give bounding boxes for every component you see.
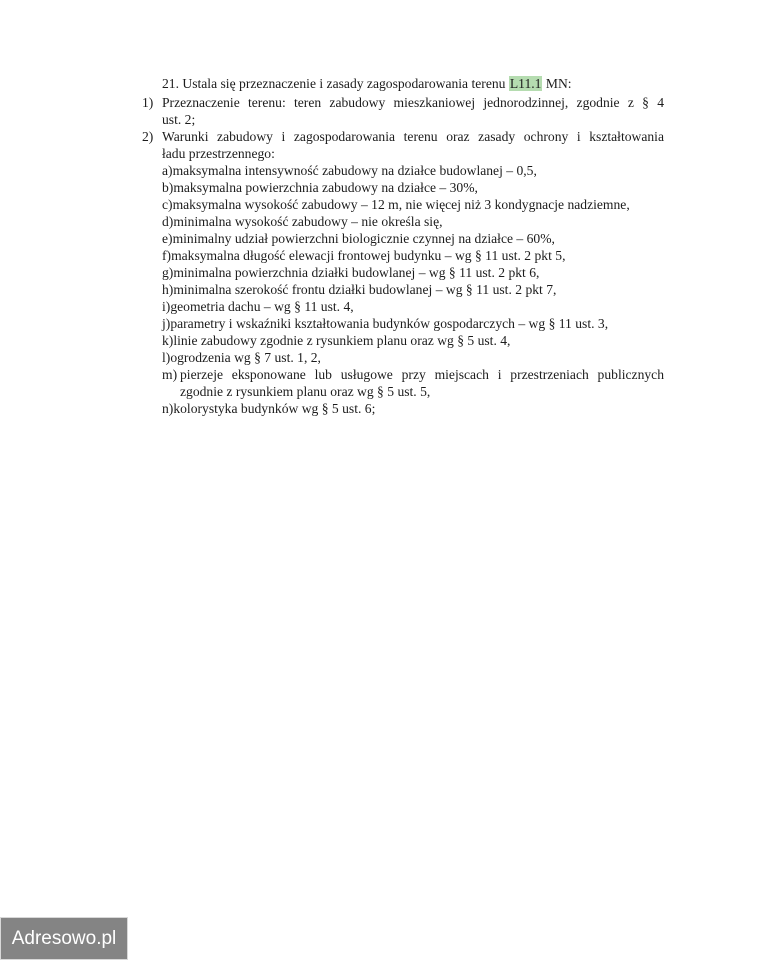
item-2-number: 2)	[142, 129, 154, 144]
list-marker: i)	[162, 299, 171, 314]
list-marker: h)	[162, 282, 174, 297]
list-item-m-marker: m)	[162, 367, 178, 382]
list-item-text: maksymalna długość elewacji frontowej budynku – wg § 11 ust. 2 pkt 5,	[171, 248, 566, 263]
list-marker: l)	[162, 350, 171, 365]
item-2-line-1: Warunki zabudowy i zagospodarowania terenu oraz zasady ochrony i kształtowania	[162, 129, 664, 144]
item-2-line-2: ładu przestrzennego:	[162, 146, 275, 161]
list-item-f	[162, 248, 565, 264]
list-marker: c)	[162, 197, 173, 212]
list-item-text: maksymalna wysokość zabudowy – 12 m, nie więcej niż 3 kondygnacje nadziemne,	[172, 197, 630, 212]
list-marker: k)	[162, 333, 174, 348]
list-item-text: maksymalna intensywność zabudowy na działce budowlanej – 0,5,	[172, 163, 537, 178]
list-item-g	[162, 265, 539, 281]
item-1-line-1: Przeznaczenie terenu: teren zabudowy mieszkaniowej jednorodzinnej, zgodnie z § 4	[162, 95, 664, 110]
list-item-c	[162, 197, 630, 213]
list-item-h	[162, 282, 556, 298]
list-item-m-line-1: pierzeje eksponowane lub usługowe przy miejscach i przestrzeniach publicznych	[180, 367, 664, 382]
heading-text: 21. Ustala się przeznaczenie i zasady zagospodarowania terenu	[162, 76, 509, 91]
list-marker: a)	[162, 163, 173, 178]
list-item-text: linie zabudowy zgodnie z rysunkiem planu oraz wg § 5 ust. 4,	[173, 333, 511, 348]
list-item-a	[162, 163, 537, 179]
list-item-d	[162, 214, 443, 230]
list-item-text: minimalna szerokość frontu działki budowlanej – wg § 11 ust. 2 pkt 7,	[173, 282, 557, 297]
list-item-b	[162, 180, 478, 196]
list-marker: j)	[162, 316, 171, 331]
item-1-line-2: ust. 2;	[162, 112, 196, 127]
list-item-text: minimalna wysokość zabudowy – nie określa się,	[173, 214, 443, 229]
item-1-number: 1)	[142, 95, 154, 110]
list-item-m-line-2: zgodnie z rysunkiem planu oraz wg § 5 ust. 5,	[180, 384, 431, 399]
section-heading	[162, 76, 572, 92]
list-marker: d)	[162, 214, 174, 229]
highlighted-term: L11.1	[509, 76, 542, 91]
list-item-text: geometria dachu – wg § 11 ust. 4,	[170, 299, 354, 314]
list-item-j	[162, 316, 608, 332]
list-item-text: maksymalna powierzchnia zabudowy na działce – 30%,	[173, 180, 478, 195]
list-marker: e)	[162, 231, 173, 246]
list-item-e	[162, 231, 555, 247]
list-item-i	[162, 299, 354, 315]
list-item-text: minimalny udział powierzchni biologicznie czynnej na działce – 60%,	[172, 231, 555, 246]
heading-suffix: MN:	[542, 76, 572, 91]
list-marker: n)	[162, 401, 174, 416]
list-item-n	[162, 401, 375, 417]
list-marker: g)	[162, 265, 174, 280]
list-item-k	[162, 333, 510, 349]
list-marker: f)	[162, 248, 172, 263]
list-item-text: parametry i wskaźniki kształtowania budynków gospodarczych – wg § 11 ust. 3,	[170, 316, 609, 331]
list-item-text: ogrodzenia wg § 7 ust. 1, 2,	[170, 350, 321, 365]
list-item-l	[162, 350, 321, 366]
watermark-badge: Adresowo.pl	[0, 917, 128, 960]
list-marker: b)	[162, 180, 174, 195]
list-item-text: minimalna powierzchnia działki budowlanej – wg § 11 ust. 2 pkt 6,	[173, 265, 540, 280]
list-item-text: kolorystyka budynków wg § 5 ust. 6;	[173, 401, 376, 416]
